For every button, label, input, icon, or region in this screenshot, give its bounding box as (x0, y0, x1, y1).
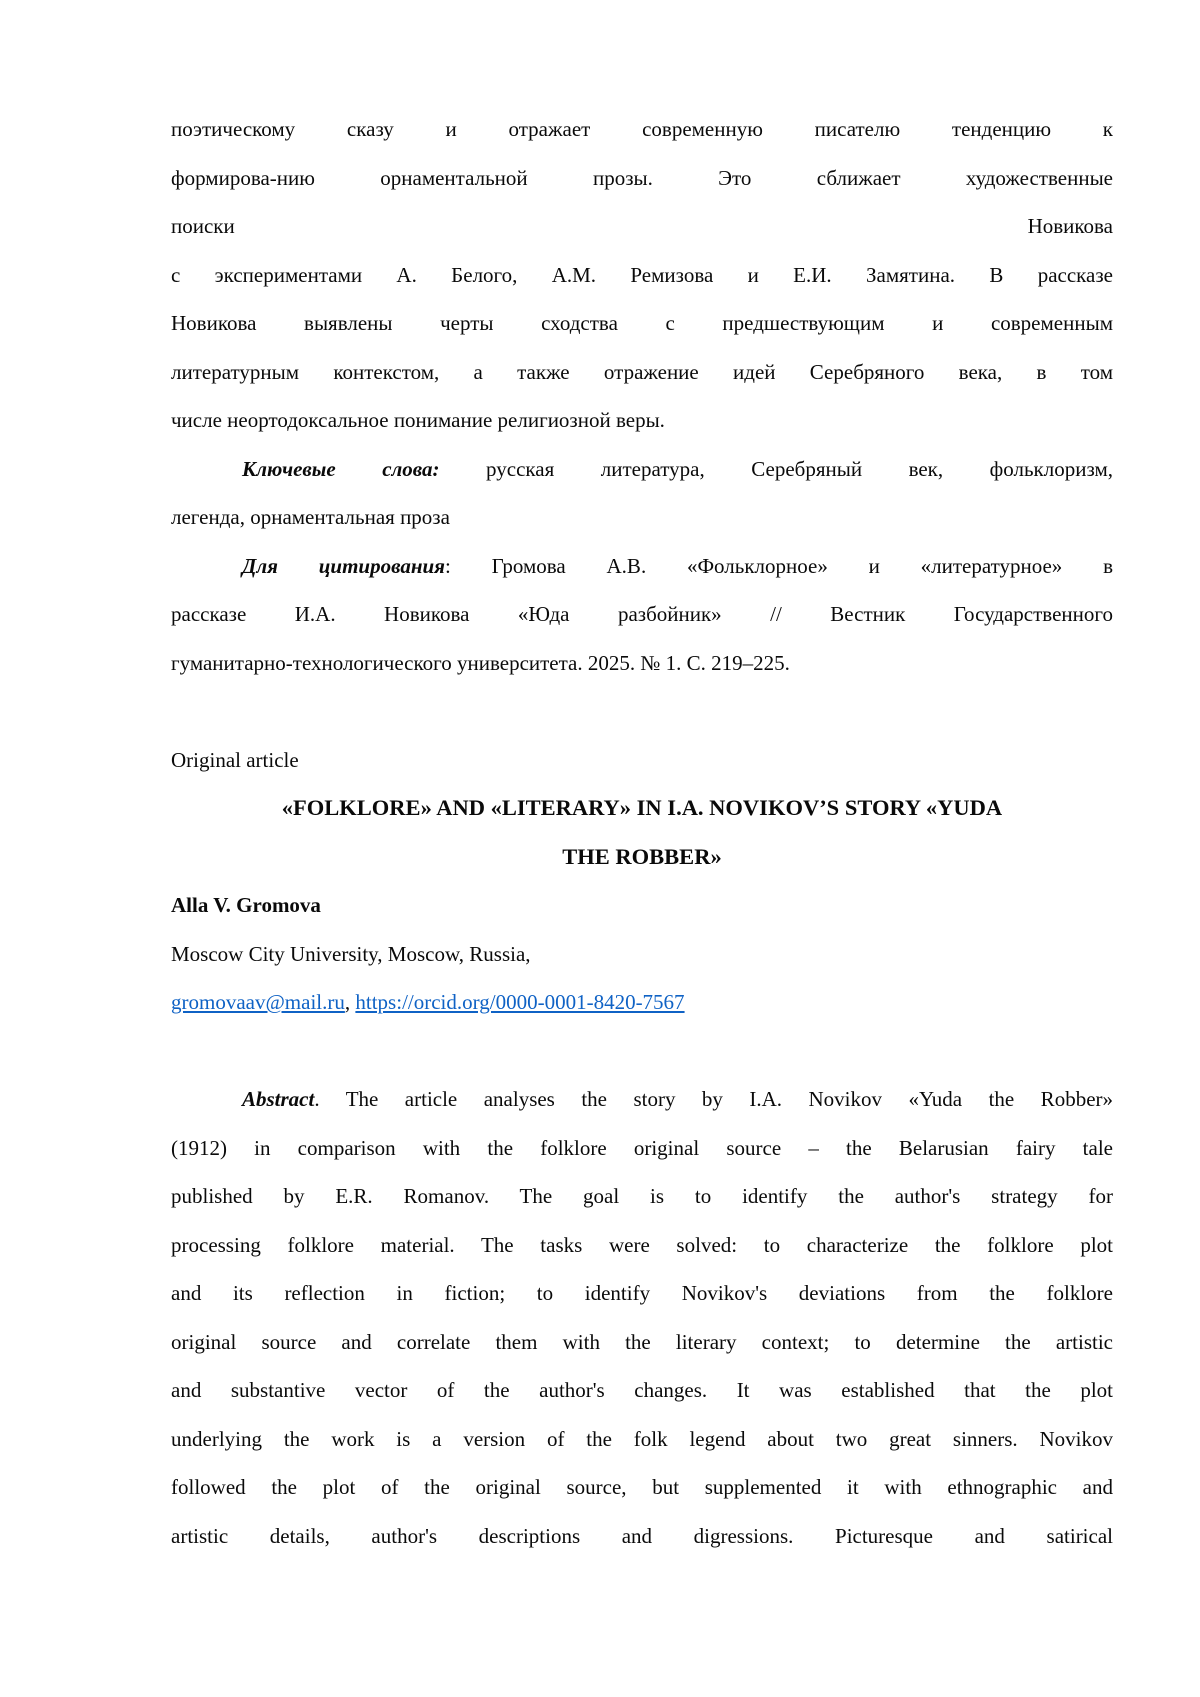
en-abstract-line: (1912) in comparison with the folklore original source – the Belarusian fairy tale (171, 1135, 1113, 1160)
contact-separator: , (344, 990, 356, 1014)
spacer (171, 1027, 1113, 1076)
email-link[interactable]: gromovaav@mail.ru (171, 990, 345, 1014)
citation-last-line: гуманитарно-технологического университета. 2025. № 1. С. 219–225. (171, 650, 790, 675)
en-abstract-line (171, 1075, 1113, 1124)
abstract-text: The article analyses the story by I.A. Novikov «Yuda the Robber» (345, 1087, 1114, 1111)
citation-text: : Громова А.В. «Фольклорное» и «литературное» в (444, 553, 1113, 578)
abstract-label: Abstract (242, 1087, 315, 1111)
ru-abstract-line: литературным контекстом, а также отражение идей Серебряного века, в том (171, 359, 1113, 384)
en-abstract-line: artistic details, author's descriptions and digressions. Picturesque and satirical (171, 1523, 1113, 1548)
ru-abstract-line: поэтическому сказу и отражает современную писателю тенденцию к (171, 117, 1113, 141)
ru-abstract-line: формирова-нию орнаментальной прозы. Это сближает художественные (171, 165, 1113, 190)
en-abstract-line: underlying the work is a version of the folk legend about two great sinners. Novikov (171, 1426, 1113, 1451)
article-type-label: Original article (171, 747, 299, 772)
ru-abstract-split-line (171, 202, 1113, 251)
ru-abstract-line: Новикова выявлены черты сходства с предшествующим и современным (171, 311, 1113, 335)
ru-abstract-split-right: Новикова (1027, 214, 1113, 238)
ru-abstract-last-line: числе неортодоксальное понимание религиозной веры. (171, 408, 665, 432)
keywords-last-line: легенда, орнаментальная проза (171, 505, 450, 529)
keywords-label: Ключевые слова: (242, 456, 440, 481)
affiliation: Moscow City University, Moscow, Russia, (171, 941, 531, 966)
abstract-label-separator: . (314, 1087, 346, 1111)
ru-abstract-line: с экспериментами А. Белого, А.М. Ремизова и Е.И. Замятина. В рассказе (171, 262, 1113, 287)
author-name: Alla V. Gromova (171, 893, 321, 917)
en-abstract-line: published by E.R. Romanov. The goal is to identify the author's strategy for (171, 1184, 1113, 1208)
en-abstract-line: and substantive vector of the author's changes. It was established that the plot (171, 1378, 1113, 1402)
citation-line: рассказе И.А. Новикова «Юда разбойник» // Вестник Государственного (171, 602, 1113, 626)
article-title-line-1: «FOLKLORE» AND «LITERARY» IN I.A. NOVIKOV’S STORY «YUDA (281, 795, 1003, 820)
orcid-link[interactable]: https://orcid.org/0000-0001-8420-7567 (355, 990, 685, 1014)
spacer (171, 687, 1113, 736)
en-abstract-line: and its reflection in fiction; to identify Novikov's deviations from the folklore (171, 1281, 1113, 1305)
en-abstract-line: followed the plot of the original source, but supplemented it with ethnographic and (171, 1475, 1113, 1499)
ru-abstract-split-left: поиски (171, 214, 235, 238)
contact-line (171, 978, 1113, 1027)
keywords-line (171, 445, 1113, 494)
page-content (171, 105, 1113, 1560)
citation-label: Для цитирования (242, 553, 445, 578)
citation-line (171, 542, 1113, 591)
en-abstract-line: processing folklore material. The tasks were solved: to characterize the folklore plot (171, 1232, 1113, 1257)
keywords-text: русская литература, Серебряный век, фольклоризм, (439, 456, 1113, 481)
article-title-line-2: THE ROBBER» (562, 843, 722, 869)
en-abstract-line: original source and correlate them with the literary context; to determine the artistic (171, 1329, 1113, 1354)
